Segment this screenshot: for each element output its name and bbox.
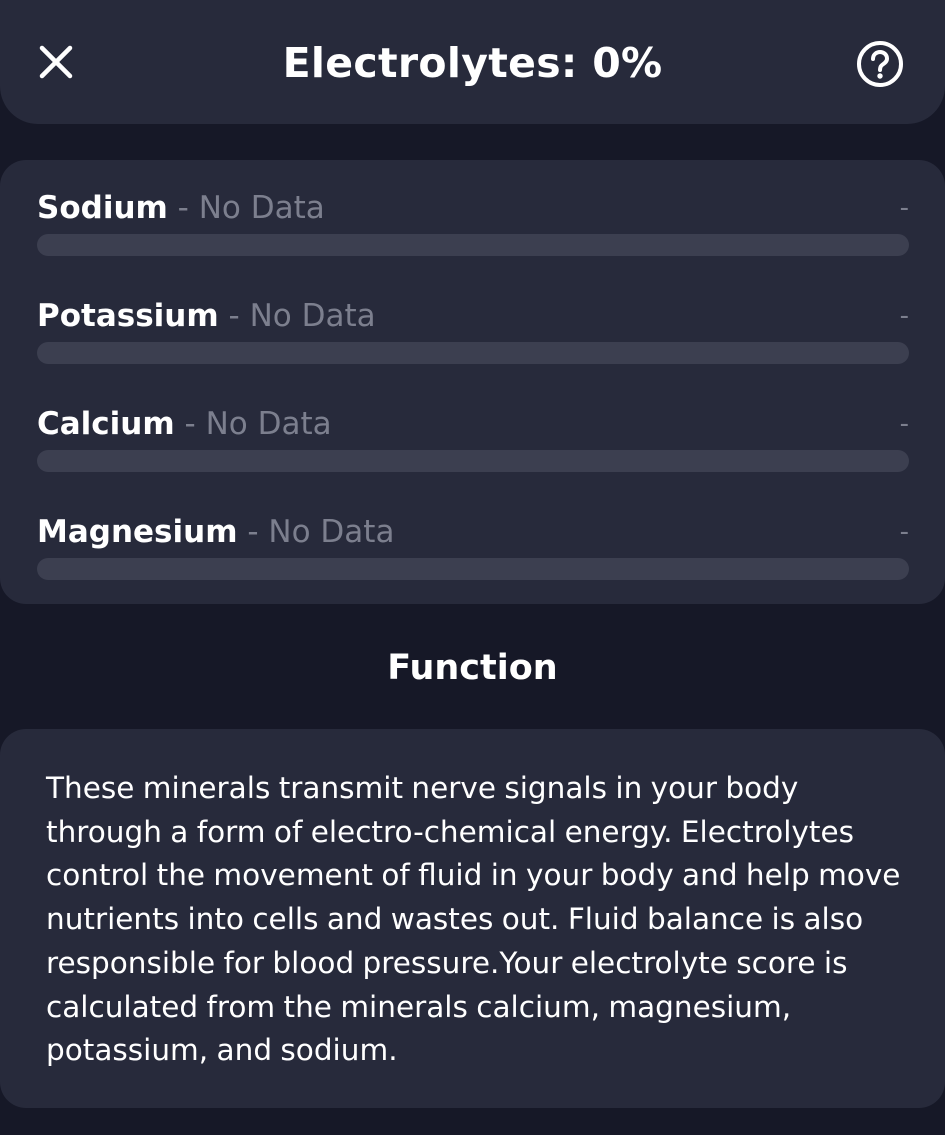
mineral-progress-bar [37, 558, 909, 580]
mineral-label [37, 292, 376, 340]
mineral-status: No Data [198, 190, 325, 226]
mineral-status: No Data [268, 514, 395, 550]
page-title: Electrolytes: 0% [282, 39, 663, 87]
mineral-value: - [899, 409, 909, 439]
mineral-value: - [899, 301, 909, 331]
function-heading: Function [387, 648, 558, 688]
mineral-status: No Data [205, 406, 332, 442]
mineral-separator: - [228, 298, 240, 334]
mineral-value: - [899, 517, 909, 547]
mineral-row-potassium [37, 274, 909, 354]
mineral-row-magnesium [37, 490, 909, 570]
mineral-name: Magnesium [37, 514, 238, 550]
mineral-name: Potassium [37, 298, 219, 334]
function-card [0, 729, 945, 1108]
mineral-separator: - [247, 514, 259, 550]
help-button[interactable] [854, 38, 906, 90]
minerals-card [0, 160, 945, 604]
mineral-name: Sodium [37, 190, 168, 226]
mineral-value: - [899, 193, 909, 223]
mineral-name: Calcium [37, 406, 175, 442]
mineral-row-calcium [37, 382, 909, 462]
mineral-label [37, 184, 325, 232]
mineral-progress-bar [37, 450, 909, 472]
mineral-progress-bar [37, 342, 909, 364]
mineral-row-sodium [37, 166, 909, 246]
mineral-label [37, 400, 332, 448]
mineral-label [37, 508, 394, 556]
question-circle-icon [856, 40, 904, 88]
top-bar [0, 0, 945, 124]
mineral-status: No Data [249, 298, 376, 334]
mineral-progress-bar [37, 234, 909, 256]
mineral-separator: - [184, 406, 196, 442]
function-description: These minerals transmit nerve signals in your body through a form of electro-chemical energy. Electrolytes control the movement of fluid in your body and help move nutrients into cells and wastes out. Fluid balance is also responsible for blood pressure.Your electrolyte score is calculated from the minerals calcium, magnesium, potassium, and sodium. [46, 771, 901, 1068]
mineral-separator: - [177, 190, 189, 226]
